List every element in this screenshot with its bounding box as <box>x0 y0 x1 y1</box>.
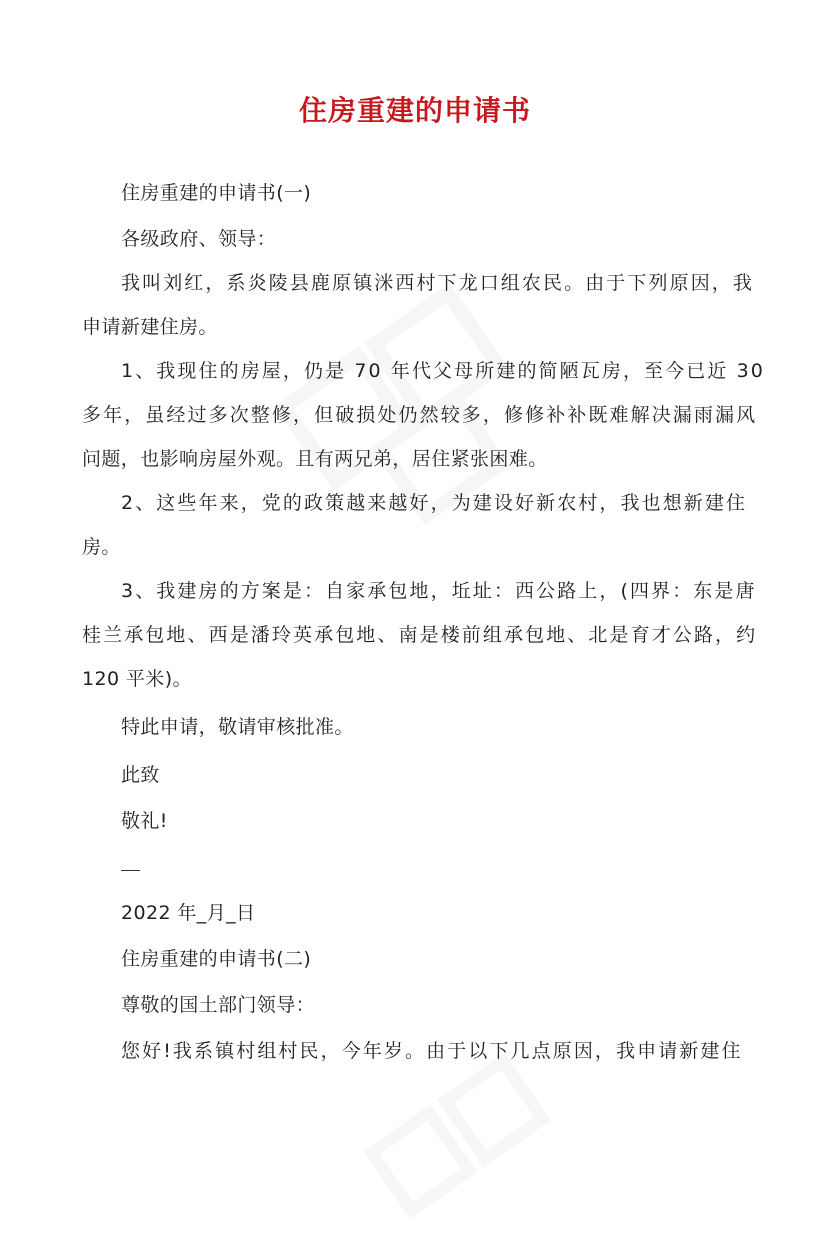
paragraph-reason-one-line: 1、我现住的房屋，仍是 70 年代父母所建的简陋瓦房，至今已近 30 <box>121 360 765 382</box>
paragraph-reason-two-line: 房。 <box>82 536 121 558</box>
closing-request: 特此申请，敬请审核批准。 <box>121 716 354 738</box>
salutation-one: 各级政府、领导： <box>121 228 277 250</box>
paragraph-reason-one-line: 多年，虽经过多次整修，但破损处仍然较多，修修补补既难解决漏雨漏风 <box>82 404 758 426</box>
paragraph-reason-two-line: 2、这些年来，党的政策越来越好，为建设好新农村，我也想新建住 <box>121 492 748 514</box>
signature-line <box>121 870 140 871</box>
paragraph-intro-line: 我叫刘红，系炎陵县鹿原镇洣西村下龙口组农民。由于下列原因，我 <box>121 272 755 294</box>
section-heading-two: 住房重建的申请书(二) <box>121 948 312 970</box>
closing-regards: 敬礼! <box>121 810 168 832</box>
paragraph-second-intro-line: 您好!我系镇村组村民，今年岁。由于以下几点原因，我申请新建住 <box>121 1040 743 1062</box>
paragraph-reason-three-line: 桂兰承包地、西是潘玲英承包地、南是楼前组承包地、北是育才公路，约 <box>82 624 758 646</box>
paragraph-reason-three-line: 120 平米)。 <box>82 668 192 690</box>
document-title: 住房重建的申请书 <box>298 94 531 127</box>
paragraph-reason-one-line: 问题，也影响房屋外观。且有两兄弟，居住紧张困难。 <box>82 448 548 470</box>
salutation-two: 尊敬的国土部门领导： <box>121 994 316 1016</box>
paragraph-reason-three-line: 3、我建房的方案是：自家承包地，坵址：西公路上，(四界：东是唐 <box>121 580 757 602</box>
closing-salutation: 此致 <box>121 764 160 786</box>
paragraph-intro-line: 申请新建住房。 <box>82 316 218 338</box>
date-line: 2022 年_月_日 <box>121 902 256 924</box>
section-heading-one: 住房重建的申请书(一) <box>121 182 312 204</box>
